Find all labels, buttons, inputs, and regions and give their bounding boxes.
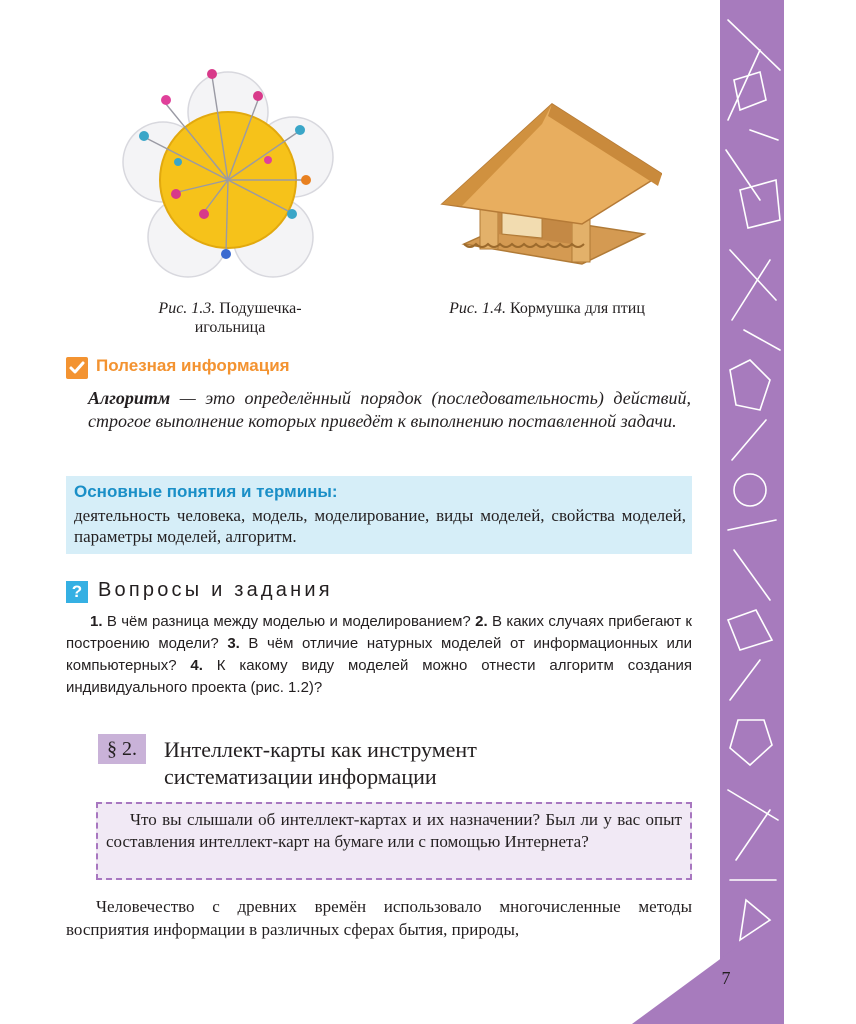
body-paragraph: [66, 895, 692, 941]
key-terms-title: Основные понятия и термины:: [74, 482, 338, 501]
intro-question-box: [96, 802, 692, 880]
algorithm-definition-text: — это определённый порядок (последовательность) действий, строгое выполнение которых приведёт к выполнению поставленной задачи.: [88, 388, 691, 431]
checkmark-icon: [66, 357, 88, 379]
algorithm-definition: [88, 387, 691, 433]
bird-feeder-illustration: [422, 94, 662, 284]
algorithm-term: Алгоритм: [88, 388, 171, 408]
side-decoration-band: [720, 0, 784, 1024]
section-title-line: систематизации информации: [164, 764, 437, 789]
questions-title: Вопросы и задания: [98, 579, 333, 601]
pincushion-illustration: [108, 62, 348, 292]
figure-label: Рис. 1.4.: [449, 300, 506, 317]
key-terms-box: [66, 476, 692, 554]
question-number: 2.: [475, 613, 488, 630]
figure-1-4-caption: [422, 299, 672, 318]
figure-1-3-caption: [130, 299, 330, 337]
question-text: В чём разница между моделью и моделированием?: [102, 613, 476, 630]
section-title-line: Интеллект-карты как инструмент: [164, 737, 477, 762]
question-text: В чём отличие натурных моделей от информационных или компьютерных?: [66, 635, 692, 674]
useful-info-title: Полезная информация: [96, 356, 290, 375]
question-number: 1.: [90, 613, 103, 630]
intro-question-content: Что вы слышали об интеллект-картах и их назначении? Был ли у вас опыт составления интеллект-карт на бумаге или с помощью Интернета?: [106, 810, 682, 851]
intro-question-text: [106, 809, 682, 853]
section-number: § 2.: [98, 734, 146, 764]
question-text: В каких случаях прибегают к построению модели?: [66, 613, 692, 652]
questions-list: [66, 611, 692, 699]
section-title: [164, 736, 664, 790]
body-paragraph-text: Человечество с древних времён использовало многочисленные методы восприятия информации в различных сферах бытия, природы,: [66, 897, 692, 939]
figure-caption-text: Подушечка-игольница: [194, 300, 302, 336]
question-text: К какому виду моделей можно отнести алгоритм создания индивидуального проекта (рис. 1.2)?: [66, 657, 692, 696]
question-mark-icon: ?: [66, 581, 88, 603]
geometric-lines-decoration: [720, 0, 784, 1024]
key-terms-text: деятельность человека, модель, моделирование, виды моделей, свойства моделей, параметры моделей, алгоритм.: [74, 506, 686, 546]
page-number: 7: [721, 968, 731, 988]
question-number: 4.: [190, 657, 203, 674]
figure-caption-text: Кормушка для птиц: [510, 300, 645, 317]
figure-label: Рис. 1.3.: [158, 300, 216, 317]
question-number: 3.: [227, 635, 240, 652]
